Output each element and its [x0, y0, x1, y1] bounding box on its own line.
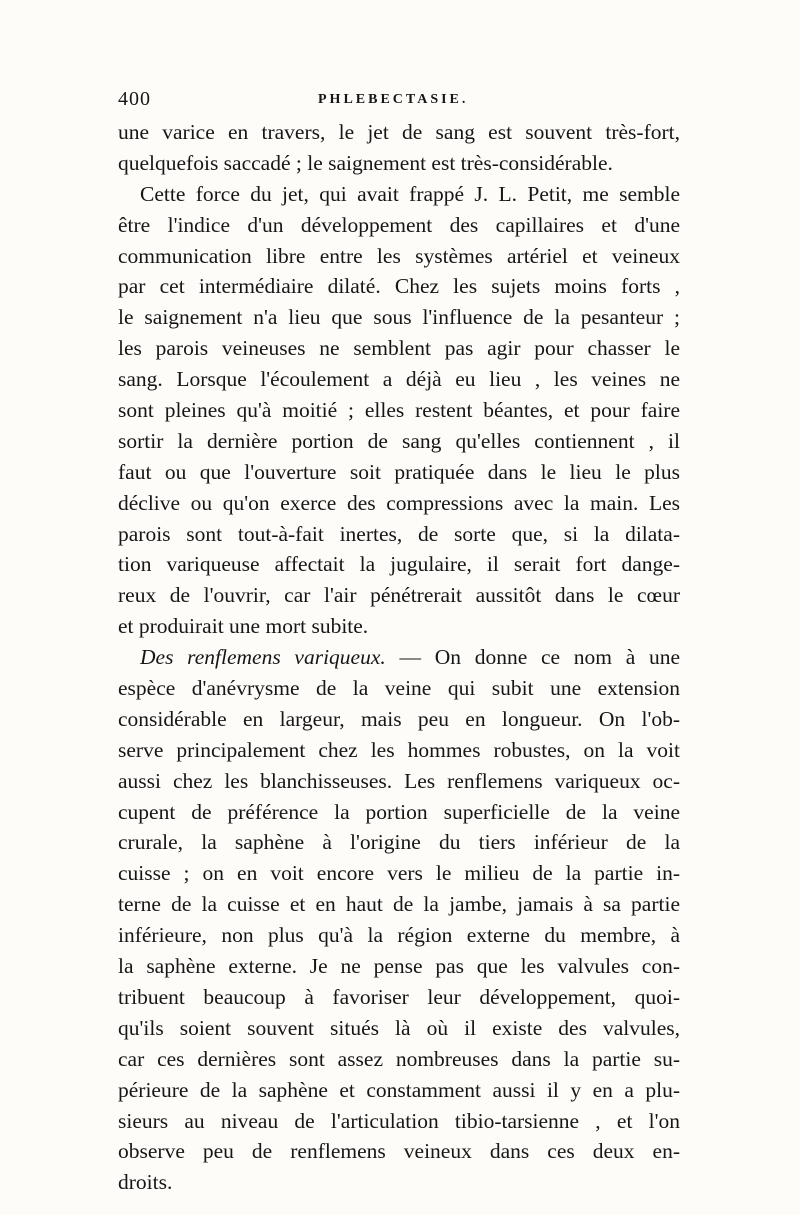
text-line: et produirait une mort subite.: [118, 614, 369, 639]
text-line: cupent de préférence la portion superficielle de la veine: [118, 799, 680, 824]
page-header: [118, 88, 678, 116]
page-number: 400: [118, 88, 151, 110]
text-line: déclive ou qu'on exerce des compressions avec la main. Les: [118, 490, 680, 515]
text-line: reux de l'ouvrir, car l'air pénétrerait aussitôt dans le cœur: [118, 583, 680, 608]
text-line: par cet intermédiaire dilaté. Chez les sujets moins forts ,: [118, 274, 680, 299]
text-line: inférieure, non plus qu'à la région externe du membre, à: [118, 923, 680, 948]
text-line: périeure de la saphène et constamment aussi il y en a plu-: [118, 1077, 680, 1102]
text-line: considérable en largeur, mais peu en longueur. On l'ob-: [118, 706, 680, 731]
text-line: tion variqueuse affectait la jugulaire, il serait fort dange-: [118, 552, 680, 577]
text-line: qu'ils soient souvent situés là où il existe des valvules,: [118, 1015, 680, 1040]
section-heading-line: [118, 642, 680, 673]
text-line: car ces dernières sont assez nombreuses dans la partie su-: [118, 1046, 680, 1071]
text-line: serve principalement chez les hommes robustes, on la voit: [118, 737, 680, 762]
text-line: Cette force du jet, qui avait frappé J. L. Petit, me semble: [140, 181, 680, 206]
text-line: terne de la cuisse et en haut de la jambe, jamais à sa partie: [118, 892, 680, 917]
text-line: sieurs au niveau de l'articulation tibio-tarsienne , et l'on: [118, 1108, 680, 1133]
text-line: droits.: [118, 1170, 173, 1195]
running-head: PHLEBECTASIE.: [318, 92, 469, 107]
text-line: espèce d'anévrysme de la veine qui subit une extension: [118, 676, 680, 701]
text-line: parois sont tout-à-fait inertes, de sorte que, si la dilata-: [118, 521, 680, 546]
text-line: aussi chez les blanchisseuses. Les renflemens variqueux oc-: [118, 768, 680, 793]
text-line: les parois veineuses ne semblent pas agir pour chasser le: [118, 336, 680, 361]
text-line: observe peu de renflemens veineux dans ces deux en-: [118, 1139, 680, 1164]
text-line: crurale, la saphène à l'origine du tiers inférieur de la: [118, 830, 680, 855]
heading-line-rest: — On donne ce nom à une: [385, 645, 680, 670]
text-line: faut ou que l'ouverture soit pratiquée dans le lieu le plus: [118, 459, 680, 484]
text-line: cuisse ; on en voit encore vers le milieu de la partie in-: [118, 861, 680, 886]
text-line: quelquefois saccadé ; le saignement est très-considérable.: [118, 150, 613, 175]
text-line: le saignement n'a lieu que sous l'influence de la pesanteur ;: [118, 305, 680, 330]
text-line: une varice en travers, le jet de sang est souvent très-fort,: [118, 120, 680, 144]
section-heading: Des renflemens variqueux.: [140, 645, 386, 670]
text-line: la saphène externe. Je ne pense pas que les valvules con-: [118, 954, 680, 979]
text-line: sortir la dernière portion de sang qu'elles contiennent , il: [118, 428, 680, 453]
text-line: sont pleines qu'à moitié ; elles restent béantes, et pour faire: [118, 398, 680, 423]
text-line: sang. Lorsque l'écoulement a déjà eu lieu , les veines ne: [118, 367, 680, 392]
body-text: [118, 117, 680, 1198]
text-line: communication libre entre les systèmes artériel et veineux: [118, 243, 680, 268]
text-line: être l'indice d'un développement des capillaires et d'une: [118, 212, 680, 237]
text-line: tribuent beaucoup à favoriser leur développement, quoi-: [118, 984, 680, 1009]
